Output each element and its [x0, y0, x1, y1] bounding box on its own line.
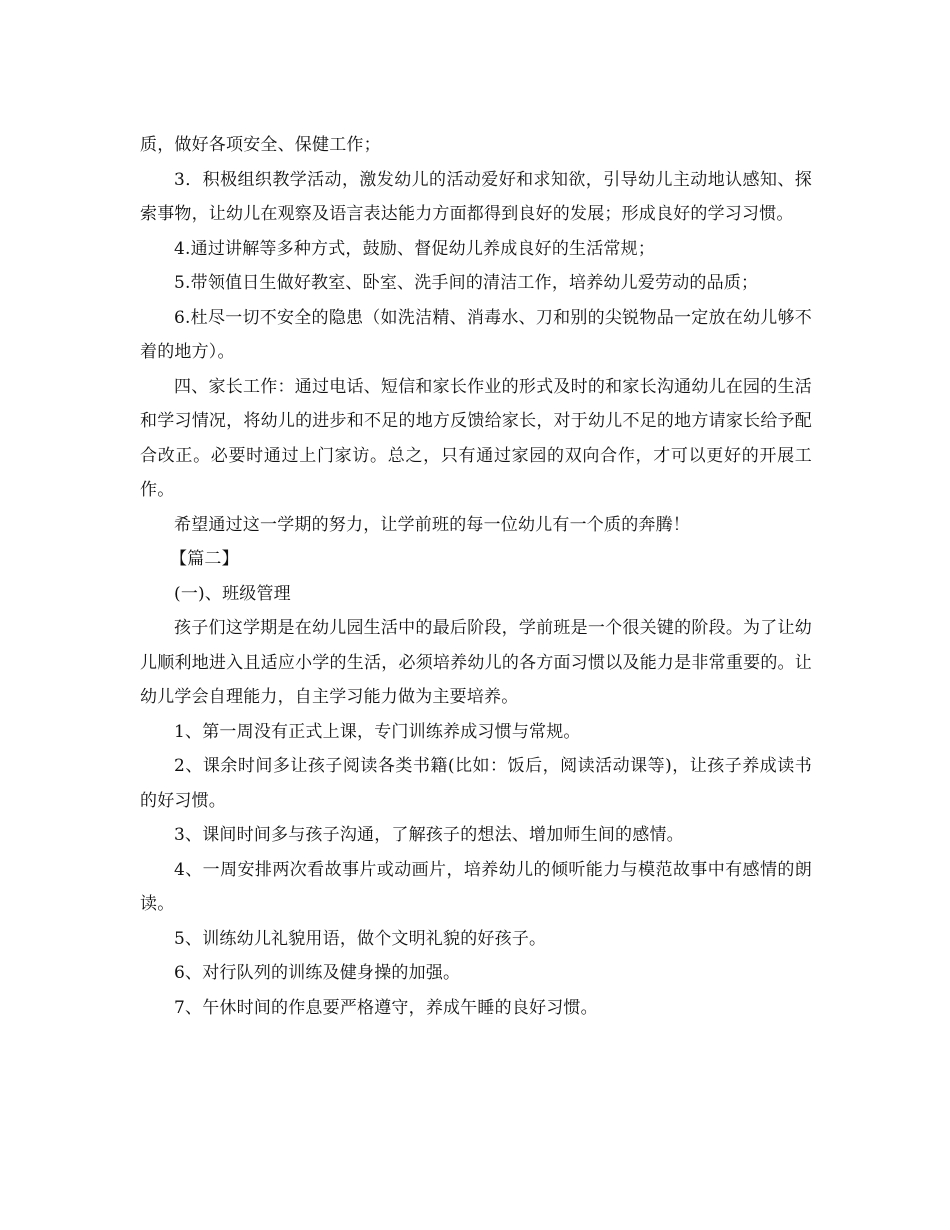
list-item-2: 2、课余时间多让孩子阅读各类书籍(比如：饭后，阅读活动课等)，让孩子养成读书的好习惯。 [140, 756, 812, 811]
paragraph-item-5: 5.带领值日生做好教室、卧室、洗手间的清洁工作，培养幼儿爱劳动的品质； [174, 273, 759, 293]
paragraph-parent-work: 四、家长工作：通过电话、短信和家长作业的形式及时的和家长沟通幼儿在园的生活和学习情况，将幼儿的进步和不足的地方反馈给家长，对于幼儿不足的地方请家长给予配合改正。必要时通过上门家访。总之，只有通过家园的双向合作，才可以更好的开展工作。 [140, 376, 812, 500]
paragraph-item-4: 4.通过讲解等多种方式，鼓励、督促幼儿养成良好的生活常规； [174, 238, 656, 259]
list-item-3: 3、课间时间多与孩子沟通，了解孩子的想法、增加师生间的感情。 [174, 825, 684, 845]
document-body [140, 128, 812, 1025]
paragraph-continuation: 质，做好各项安全、保健工作； [140, 135, 381, 155]
paragraph-item-3: 3．积极组织教学活动，激发幼儿的活动爱好和求知欲，引导幼儿主动地认感知、探索事物，让幼儿在观察及语言表达能力方面都得到良好的发展；形成良好的学习习惯。 [140, 169, 812, 224]
list-item-5: 5、训练幼儿礼貌用语，做个文明礼貌的好孩子。 [174, 928, 547, 949]
list-item-4: 4、一周安排两次看故事片或动画片，培养幼儿的倾听能力与模范故事中有感情的朗读。 [140, 859, 812, 914]
section-heading-part-two: 【篇二】 [170, 549, 239, 569]
paragraph-intro: 孩子们这学期是在幼儿园生活中的最后阶段，学前班是一个很关键的阶段。为了让幼儿顺利地进入且适应小学的生活，必须培养幼儿的各方面习惯以及能力是非常重要的。让幼儿学会自理能力，自主学习能力做为主要培养。 [140, 618, 812, 707]
list-item-6: 6、对行队列的训练及健身操的加强。 [174, 963, 461, 983]
paragraph-item-6: 6.杜尽一切不安全的隐患（如洗洁精、消毒水、刀和别的尖锐物品一定放在幼儿够不着的地方）。 [140, 307, 812, 362]
list-item-1: 1、第一周没有正式上课，专门训练养成习惯与常规。 [174, 721, 581, 742]
subheading-class-management: (一)、班级管理 [174, 583, 291, 604]
list-item-7: 7、午休时间的作息要严格遵守，养成午睡的良好习惯。 [174, 997, 598, 1018]
paragraph-closing-wish: 希望通过这一学期的努力，让学前班的每一位幼儿有一个质的奔腾！ [174, 514, 690, 535]
